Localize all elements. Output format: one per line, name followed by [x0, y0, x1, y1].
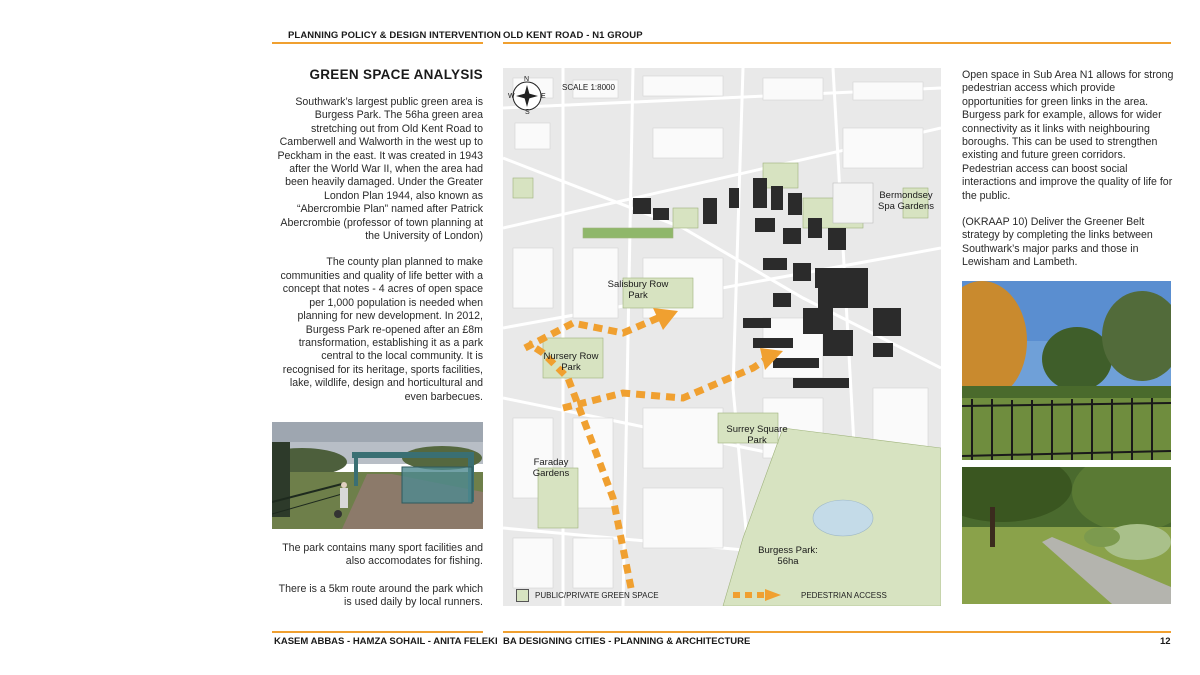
map-graphic [503, 68, 941, 606]
okraap-paragraph: (OKRAAP 10) Deliver the Greener Belt strategy by completing the links between Southwark’s major parks and those in Lewisham and Lambeth. [962, 216, 1153, 269]
captions-block [272, 542, 483, 610]
label-burgess: Burgess Park: 56ha [758, 545, 818, 567]
label-faraday: Faraday Gardens [532, 457, 570, 479]
legend-green-swatch [516, 589, 529, 602]
compass-s: S [525, 109, 530, 116]
intro-paragraph: Southwark’s largest public green area is Burgess Park. The 56ha green area stretching out from Old Kent Road to Camberwell and Walworth in the west up to Peckham in the east. It was created in 1943 after the World War II, when the area had been heavily damaged. Under the Greater London Plan 1944, also known as “Abercrombie Plan” named after Patrick Abercrombie (professor of town planning at the University of London) [277, 96, 483, 243]
open-space-paragraph: Open space in Sub Area N1 allows for strong pedestrian access which provide opportunities for green links in the area. Burgess park for example, allows for wider connectivity as it links with neighbouring boroughs. This can be used to strengthen existing and future green corridors. Pedestrian access can boost social interactions and improve the quality of life for the public. [962, 69, 1174, 202]
label-bermondsey: Bermondsey Spa Gardens [878, 190, 934, 212]
map-scale: SCALE 1:8000 [562, 83, 615, 92]
page-number: 12 [1160, 636, 1171, 647]
compass-n: N [524, 76, 530, 83]
footer-rule-left [272, 631, 483, 633]
park-path-photo [272, 422, 483, 529]
section-title: GREEN SPACE ANALYSIS [309, 67, 483, 82]
header-right-title: OLD KENT ROAD - N1 GROUP [503, 30, 643, 41]
footer-course: BA DESIGNING CITIES - PLANNING & ARCHITECTURE [503, 636, 751, 647]
footer-rule-right [503, 631, 1171, 633]
label-nursery: Nursery Row Park [543, 351, 599, 373]
label-surrey: Surrey Square Park [726, 424, 788, 446]
compass-icon [513, 82, 541, 110]
intro-text-block [272, 96, 483, 404]
compass-e: E [541, 93, 546, 100]
right-text-block [962, 69, 1177, 270]
header-rule-right [503, 42, 1171, 44]
green-space-map [503, 68, 941, 606]
header-left-title: PLANNING POLICY & DESIGN INTERVENTION [288, 30, 501, 41]
route-caption: There is a 5km route around the park which is used daily by local runners. [278, 582, 483, 609]
compass-w: W [508, 93, 515, 100]
header-rule-left [272, 42, 483, 44]
county-plan-paragraph: The county plan planned to make communities and quality of life better with a concept that notes - 4 acres of open space per 1,000 population is needed when planning for new development. In 2012, Burgess Park re-opened after an £8m transformation, establishing it as a park central to the local community. It is recognised for its heritage, sports facilities, lake, wildlife, design and horticultural and even barbecues. [280, 256, 483, 403]
legend-green-label: PUBLIC/PRIVATE GREEN SPACE [535, 591, 659, 600]
park-fence-photo [962, 281, 1171, 460]
footer-authors: KASEM ABBAS - HAMZA SOHAIL - ANITA FELEKI [274, 636, 498, 647]
label-salisbury: Salisbury Row Park [607, 279, 669, 301]
park-footpath-photo [962, 467, 1171, 604]
legend-pedestrian-label: PEDESTRIAN ACCESS [801, 591, 887, 600]
sports-caption: The park contains many sport facilities and also accomodates for fishing. [282, 542, 483, 568]
